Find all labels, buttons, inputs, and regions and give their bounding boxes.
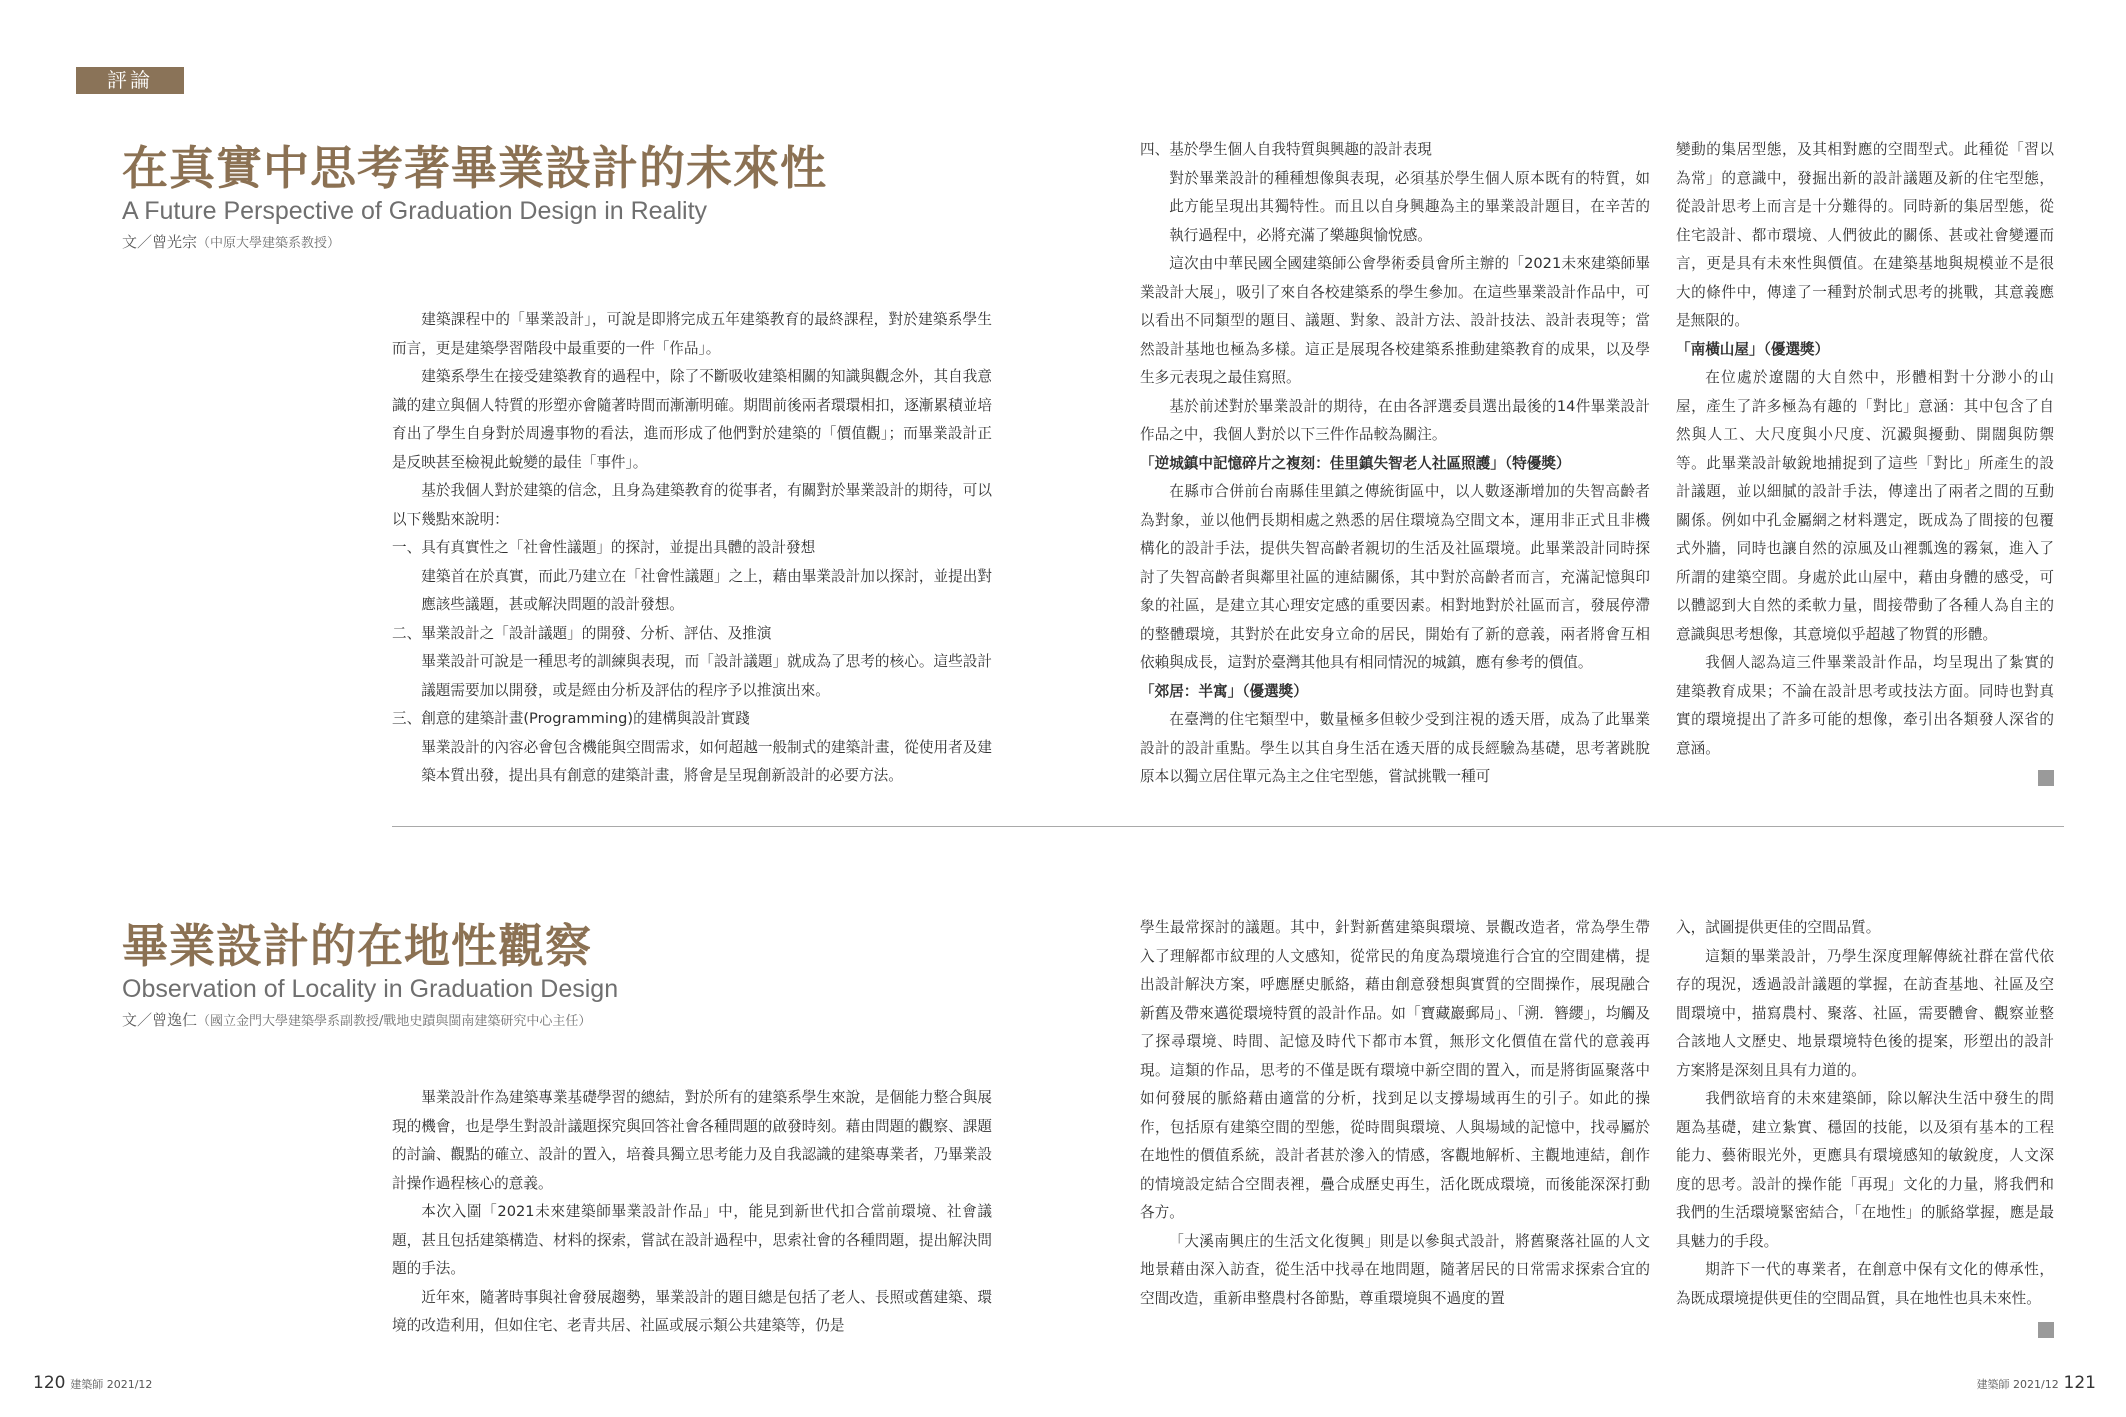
magazine-issue-right: 建築師 2021/12 bbox=[1976, 1378, 2059, 1391]
paragraph: 基於我個人對於建築的信念，且身為建築教育的從事者，有關對於畢業設計的期待，可以以下幾點來說明： bbox=[392, 482, 992, 528]
point-heading: 四、基於學生個人自我特質與興趣的設計表現 bbox=[1140, 141, 1432, 158]
article1-header bbox=[122, 140, 827, 254]
article2-column-3 bbox=[1676, 914, 2054, 1313]
paragraph: 在臺灣的住宅類型中，數量極多但較少受到注視的透天厝，成為了此畢業設計的設計重點。學生以其自身生活在透天厝的成長經驗為基礎，思考著跳脫原本以獨立居住單元為主之住宅型態，嘗試挑戰一種可 bbox=[1140, 711, 1650, 785]
paragraph: 這類的畢業設計，乃學生深度理解傳統社群在當代依存的現況，透過設計議題的掌握，在訪査基地、社區及空間環境中，描寫農村、聚落、社區，需要體會、觀察並整合該地人文歷史、地景環境特色後的提案，形塑出的設計方案將是深刻且具有力道的。 bbox=[1676, 947, 2054, 1079]
article2-column-1 bbox=[392, 1084, 992, 1341]
article1-subtitle: A Future Perspective of Graduation Design in Reality bbox=[122, 197, 708, 225]
award-heading: 「南橫山屋」（優選獎） bbox=[1676, 340, 1830, 358]
article2-title: 畢業設計的在地性觀察 bbox=[122, 919, 592, 973]
paragraph: 基於前述對於畢業設計的期待，在由各評選委員選出最後的14件畢業設計作品之中，我個人對於以下三件作品較為關注。 bbox=[1140, 397, 1650, 443]
paragraph-continued: 學生最常探討的議題。其中，針對新舊建築與環境、景觀改造者，常為學生帶入了理解都市紋理的人文感知，從常民的角度為環境進行合宜的空間建構，提出設計解決方案，呼應歷史脈絡，藉由創意發想與實質的空間操作，展現融合新舊及帶來邁從環境特質的設計作品。如「寶藏巖郵局」、「溯．簪纓」，均觸及了探尋環境、時間、記憶及時代下都市本質，無形文化價值在當代的意義再現。這類的作品，思考的不僅是既有環境中新空間的置入，而是將街區聚落中如何發展的脈絡藉由適當的分析，找到足以支撐場域再生的引子。如此的操作，包括原有建築空間的型態，從時間與環境、人與場域的記憶中，找尋屬於在地性的價值系統，設計者甚於滲入的情感，客觀地解析、主觀地連結，創作的情境設定結合空間表裡，疊合成歷史再生，活化既成環境，而後能深深打動各方。 bbox=[1140, 919, 1650, 1221]
paragraph: 在位處於遼闊的大自然中，形體相對十分渺小的山屋，產生了許多極為有趣的「對比」意涵：其中包含了自然與人工、大尺度與小尺度、沉澱與擾動、開闊與防禦等。此畢業設計敏銳地捕捉到了這些「對比」所產生的設計議題，並以細膩的設計手法，傳達出了兩者之間的互動關係。例如中孔金屬網之材料選定，既成為了間接的包覆式外牆，同時也讓自然的涼風及山裡瓢逸的霧氣，進入了所謂的建築空間。身處於此山屋中，藉由身體的感受，可以體認到大自然的柔軟力量，間接帶動了各種人為自主的意識與思考想像，其意境似乎超越了物質的形體。 bbox=[1676, 369, 2054, 643]
paragraph: 期許下一代的專業者，在創意中保有文化的傳承性，為既成環境提供更佳的空間品質，具在地性也具未來性。 bbox=[1676, 1261, 2054, 1307]
end-mark-icon bbox=[2038, 770, 2054, 786]
paragraph: 建築課程中的「畢業設計」，可說是即將完成五年建築教育的最終課程，對於建築系學生而言，更是建築學習階段中最重要的一件「作品」。 bbox=[392, 311, 992, 357]
article2-subtitle: Observation of Locality in Graduation Design bbox=[122, 975, 619, 1003]
article1-author: 文／曾光宗 bbox=[122, 233, 198, 251]
section-divider bbox=[392, 826, 2064, 827]
point-heading: 三、創意的建築計畫(Programming)的建構與設計實踐 bbox=[392, 710, 750, 727]
footer-left bbox=[33, 1373, 152, 1393]
point-body: 對於畢業設計的種種想像與表現，必須基於學生個人原本既有的特質，如此方能呈現出其獨特性。而且以自身興趣為主的畢業設計題目，在辛苦的執行過程中，必將充滿了樂趣與愉悅感。 bbox=[1169, 169, 1650, 244]
point-heading: 二、畢業設計之「設計議題」的開發、分析、評估、及推演 bbox=[392, 624, 772, 642]
article2-header bbox=[122, 918, 618, 1032]
paragraph: 近年來，隨著時事與社會發展趨勢，畢業設計的題目總是包括了老人、長照或舊建築、環境的改造利用，但如住宅、老青共居、社區或展示類公共建築等，仍是 bbox=[392, 1288, 992, 1334]
point-body: 畢業設計可說是一種思考的訓練與表現，而「設計議題」就成為了思考的核心。這些設計議題需要加以開發，或是經由分析及評估的程序予以推演出來。 bbox=[421, 653, 992, 699]
article1-byline bbox=[122, 232, 827, 254]
paragraph: 在縣市合併前台南縣佳里鎮之傳統街區中，以人數逐漸增加的失智高齡者為對象，並以他們長期相處之熟悉的居住環境為空間文本，運用非正式且非機構化的設計手法，提供失智高齡者親切的生活及社區環境。此畢業設計同時探討了失智高齡者與鄰里社區的連結關係，其中對於高齡者而言，充滿記憶與印象的社區，是建立其心理安定感的重要因素。相對地對於社區而言，發展停滯的整體環境，其對於在此安身立命的居民，開始有了新的意義，兩者將會互相依賴與成長，這對於臺灣其他具有相同情況的城鎮，應有參考的價值。 bbox=[1140, 483, 1650, 671]
article2-affiliation: （國立金門大學建築學系副教授/戰地史蹟與閩南建築研究中心主任） bbox=[197, 1014, 592, 1029]
point-body: 建築首在於真實，而此乃建立在「社會性議題」之上，藉由畢業設計加以探討，並提出對應該些議題，甚或解決問題的設計發想。 bbox=[421, 567, 992, 613]
paragraph: 畢業設計作為建築專業基礎學習的總結，對於所有的建築系學生來說，是個能力整合與展現的機會，也是學生對設計議題探究與回答社會各種問題的啟發時刻。藉由問題的觀察、課題的討論、觀點的確立、設計的置入，培養具獨立思考能力及自我認識的建築專業者，乃畢業設計操作過程核心的意義。 bbox=[392, 1089, 992, 1192]
article2-byline bbox=[122, 1010, 618, 1032]
article2-column-2 bbox=[1140, 914, 1650, 1313]
award-heading: 「逆城鎮中記憶碎片之複刻：佳里鎮失智老人社區照護」（特優獎） bbox=[1140, 454, 1571, 472]
paragraph: 我個人認為這三件畢業設計作品，均呈現出了紮實的建築教育成果；不論在設計思考或技法方面。同時也對真實的環境提出了許多可能的想像，牽引出各類發人深省的意涵。 bbox=[1676, 654, 2054, 757]
section-tag: 評論 bbox=[76, 67, 184, 94]
point-body: 畢業設計的內容必會包含機能與空間需求，如何超越一般制式的建築計畫，從使用者及建築本質出發，提出具有創意的建築計畫，將會是呈現創新設計的必要方法。 bbox=[421, 738, 992, 784]
paragraph: 我們欲培育的未來建築師，除以解決生活中發生的問題為基礎，建立紮實、穩固的技能，以及須有基本的工程能力、藝術眼光外，更應具有環境感知的敏銳度，人文深度的思考。設計的操作能「再現」文化的力量，將我們和我們的生活環境緊密結合，「在地性」的脈絡掌握，應是最具魅力的手段。 bbox=[1676, 1090, 2054, 1250]
paragraph-continued: 變動的集居型態，及其相對應的空間型式。此種從「習以為常」的意識中，發掘出新的設計議題及新的住宅型態，從設計思考上而言是十分難得的。同時新的集居型態，從住宅設計、都市環境、人們彼此的關係、甚或社會變遷而言，更是具有未來性與價值。在建築基地與規模並不是很大的條件中，傳達了一種對於制式思考的挑戰，其意義應是無限的。 bbox=[1676, 141, 2054, 329]
article1-column-3 bbox=[1676, 136, 2054, 763]
paragraph: 「大溪南興庄的生活文化復興」則是以參與式設計，將舊聚落社區的人文地景藉由深入訪査，從生活中找尋在地問題，隨著居民的日常需求探索合宜的空間改造，重新串整農村各節點，尊重環境與不過度的置 bbox=[1140, 1232, 1650, 1307]
award-heading: 「郊居：半寓」（優選獎） bbox=[1140, 682, 1308, 700]
paragraph-continued: 入，試圖提供更佳的空間品質。 bbox=[1676, 919, 1881, 936]
magazine-issue-left: 建築師 2021/12 bbox=[70, 1378, 153, 1391]
article1-title: 在真實中思考著畢業設計的未來性 bbox=[122, 141, 827, 195]
paragraph: 本次入圍「2021未來建築師畢業設計作品」中，能見到新世代扣合當前環境、社會議題，甚且包括建築構造、材料的探索，嘗試在設計過程中，思索社會的各種問題，提出解決問題的手法。 bbox=[392, 1203, 992, 1277]
paragraph: 這次由中華民國全國建築師公會學術委員會所主辦的「2021未來建築師畢業設計大展」，吸引了來自各校建築系的學生參加。在這些畢業設計作品中，可以看出不同類型的題目、議題、對象、設計方法、設計技法、設計表現等；當然設計基地也極為多樣。這正是展現各校建築系推動建築教育的成果，以及學生多元表現之最佳寫照。 bbox=[1140, 255, 1650, 386]
article2-author: 文／曾逸仁 bbox=[122, 1011, 198, 1029]
page-number-left: 120 bbox=[33, 1373, 66, 1393]
article1-column-2 bbox=[1140, 136, 1650, 792]
page-number-right: 121 bbox=[2063, 1373, 2096, 1393]
article1-affiliation: （中原大學建築系教授） bbox=[197, 236, 341, 251]
end-mark-icon bbox=[2038, 1322, 2054, 1338]
point-heading: 一、具有真實性之「社會性議題」的探討，並提出具體的設計發想 bbox=[392, 539, 816, 556]
article1-column-1 bbox=[392, 306, 992, 791]
paragraph: 建築系學生在接受建築教育的過程中，除了不斷吸收建築相關的知識與觀念外，其自我意識的建立與個人特質的形塑亦會隨著時間而漸漸明確。期間前後兩者環環相扣，逐漸累積並培育出了學生自身對於周邊事物的看法，進而形成了他們對於建築的「價值觀」；而畢業設計正是反映甚至檢視此蛻變的最佳「事件」。 bbox=[392, 368, 992, 471]
footer-right bbox=[1977, 1373, 2096, 1393]
